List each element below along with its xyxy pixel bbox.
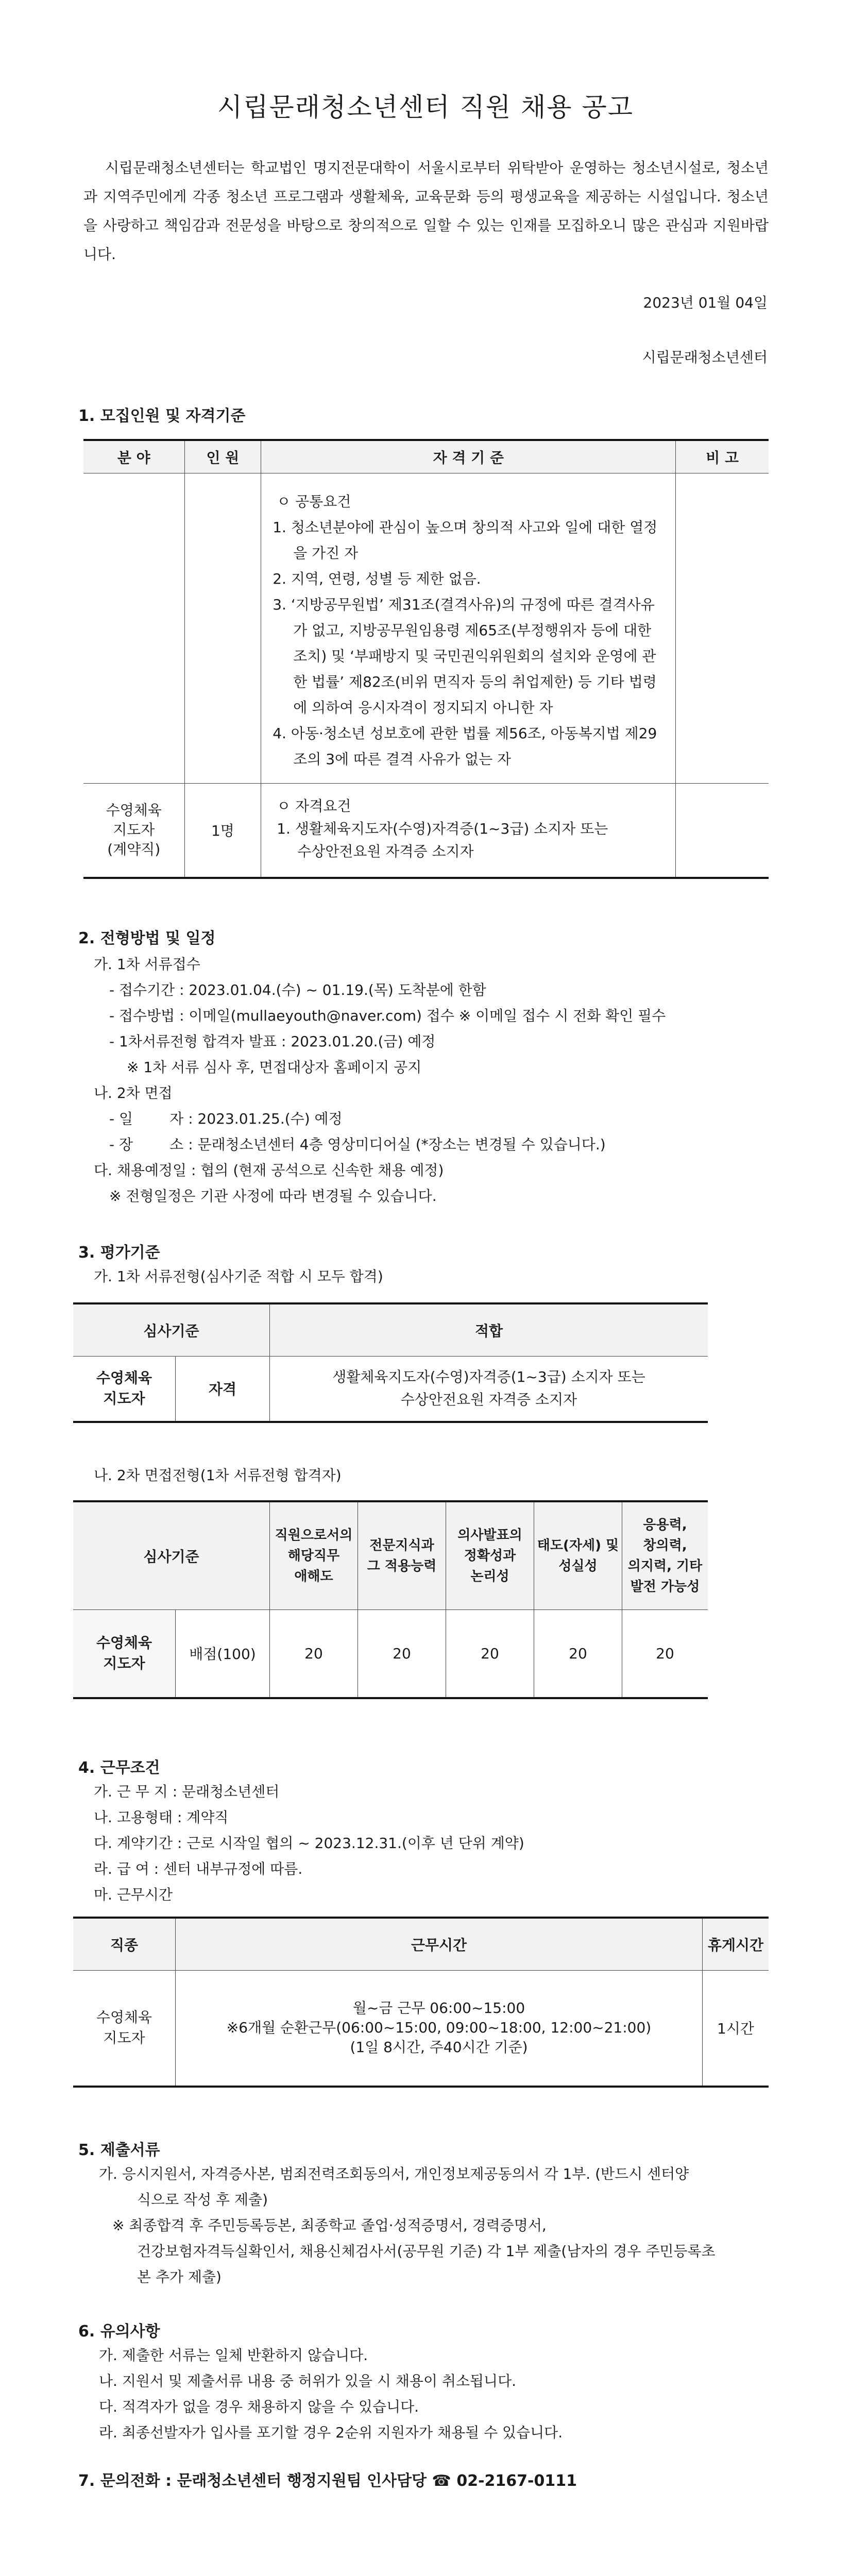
score-cell: 20 [622, 1609, 708, 1698]
work-hours-table: 직종 근무시간 휴게시간 수영체육 지도자 월~금 근무 06:00~15:00 ※6개월 순환근무(06:00~15:00, 09:00~18:00, 12:00~21:00) (1일 8시간, 주40시간 기준) 1시간 [73, 1917, 769, 2088]
issuing-organization: 시립문래청소년센터 [642, 349, 768, 366]
list-item: 2. 지역, 연령, 성별 등 제한 없음. [273, 570, 481, 587]
score-cell: 20 [446, 1609, 534, 1698]
section-5-heading: 5. 제출서류 [78, 2141, 160, 2159]
page-title: 시립문래청소년센터 직원 채용 공고 [217, 92, 634, 122]
col-field: 분 야 [83, 440, 184, 473]
list-item: 4. 아동·청소년 성보호에 관한 법률 제56조, 아동복지법 제29조의 3에 따른 결격 사유가 없는 자 [273, 724, 657, 768]
score-cell: 20 [270, 1609, 358, 1698]
common-requirements [261, 473, 676, 783]
recruitment-notice: 시립문래청소년센터 직원 채용 공고 시립문래청소년센터는 학교법인 명지전문대학이 서울시로부터 위탁받아 운영하는 청소년시설로, 청소년과 지역주민에게 각종 청소년 프로그램과 생활체육, 교육문화 등의 평생교육을 제공하는 시설입니다. 청소년을 사랑하고 책임감과 전문성을 바탕으로 창의적으로 일할 수 있는 인재를 모집하오니 많은 관심과 지원바랍니다. 2023년 01월 04일 시립문래청소년센터 1. 모집인원 및 자격기준 분 야 인 원 자 격 기 준 비 고 ㅇ 공통요건 1. 청소년분야에 관심이 높으며 창의적 사고와 일에 대한 열정을 가진 자 2. 지역, 연령, 성별 등 제한 없음. 3. ‘지방공무원법’ 제31조(결격사유)의 규정에 따른 결격사유가 없고, 지방공무원임용령 제65조(부정행위자 등에 대한 조치) 및 ‘부패방지 및 국민권익위원회의 설치와 운영에 관한 법률’ 제82조(비위 면직자 등의 취업제한) 등 기타 법령에 의하여 응시자격이 정지되지 아니한 자 4. 아동·청소년 성보호에 관한 법률 제56조, 아동복지법 제29조의 3에 따른 결격 사유가 없는 자 수영체육 지도자 (계약직) 1명 ㅇ 자격요건 1. 생활체육지도자(수영)자격증(1~3급) 소지자 또는 수상안전요원 자격증 소지자 2. 전형방법 및 일정 가. 1차 서류접수 - 접수기간 : 2023.01.04.(수) ~ 01.19.(목) 도착분에 한함 - 접수방법 : 이메일(mullaeyouth@naver.com) 접수 ※ 이메일 접수 시 전화 확인 필수 - 1차서류전형 합격자 발표 : 2023.01.20.(금) 예정 ※ 1차 서류 심사 후, 면접대상자 홈페이지 공지 나. 2차 면접 - 일 자 : 2023.01.25.(수) 예정 - 장 소 : 문래청소년센터 4층 영상미디어실 (*장소는 변경될 수 있습니다.) 다. 채용예정일 : 협의 (현재 공석으로 신속한 채용 예정) ※ 전형일정은 기관 사정에 따라 변경될 수 있습니다. 3. 평가기준 가. 1차 서류전형(심사기준 적합 시 모두 합격) 심사기준 적합 수영체육 지도자 자격 생활체육지도자(수영)자격증(1~3급) 소지자 또는 수상안전요원 자격증 소지자 나. 2차 면접전형(1차 서류전형 합격자) 심사기준 직원으로서의 해당직무 애해도 전문지식과 그 적용능력 의사발표의 정확성과 논리성 태도(자세) 및 성실성 응용력, 창의력, 의지력, 기타 발전 가능성 수영체육 지도자 배점(100) 20 20 20 20 20 4. 근무조건 가. 근 무 지 : 문래청소년센터 나. 고용형태 : 계약직 다. 계약기간 : 근로 시작일 협의 ~ 2023.12.31.(이후 년 단위 계약) 라. 급 여 : 센터 내부규정에 따름. 마. 근무시간 직종 근무시간 휴게시간 수영체육 지도자 월~금 근무 06:00~15:00 ※6개월 순환근무(06:00~15:00, 09:00~18:00, 12:00~21:00) (1일 8시간, 주40시간 기준) 1시간 5. 제출서류 가. 응시지원서, 자격증사본, 범죄전력조회동의서, 개인정보제공동의서 각 1부. (반드시 센터양 식으로 작성 후 제출) ※ 최종합격 후 주민등록등본, 최종학교 졸업·성적증명서, 경력증명서, 건강보험자격득실확인서, 채용신체검사서(공무원 기준) 각 1부 제출(남자의 경우 주민등록초 본 추가 제출) 6. 유의사항 가. 제출한 서류는 일체 반환하지 않습니다. 나. 지원서 및 제출서류 내용 중 허위가 있을 시 채용이 취소됩니다. 다. 적격자가 없을 경우 채용하지 않을 수 있습니다. 라. 최종선발자가 입사를 포기할 경우 2순위 지원자가 채용될 수 있습니다. 7. 문의전화 : 문래청소년센터 행정지원팀 인사담당 ☎ 02-2167-0111 [0, 0, 851, 2576]
score-cell: 20 [534, 1609, 622, 1698]
score-cell: 20 [358, 1609, 446, 1698]
qualification-cell: ㅇ 자격요건 1. 생활체육지도자(수영)자격증(1~3급) 소지자 또는 수상안전요원 자격증 소지자 [261, 783, 676, 878]
qualification-table [83, 439, 769, 879]
list-item: 1. 청소년분야에 관심이 높으며 창의적 사고와 일에 대한 열정을 가진 자 [273, 518, 658, 562]
common-list [273, 515, 665, 772]
interview-table: 심사기준 직원으로서의 해당직무 애해도 전문지식과 그 적용능력 의사발표의 정확성과 논리성 태도(자세) 및 성실성 응용력, 창의력, 의지력, 기타 발전 가능성 수영체육 지도자 배점(100) 20 20 20 20 20 [73, 1500, 708, 1699]
qual-title: ㅇ 자격요건 [277, 797, 351, 815]
count-cell: 1명 [184, 783, 261, 878]
col-note: 비 고 [676, 440, 769, 473]
section-1-heading: 1. 모집인원 및 자격기준 [78, 407, 246, 425]
col-criteria: 자 격 기 준 [261, 440, 676, 473]
list-item: 3. ‘지방공무원법’ 제31조(결격사유)의 규정에 따른 결격사유가 없고, 지방공무원임용령 제65조(부정행위자 등에 대한 조치) 및 ‘부패방지 및 국민권익위원회의 설치와 운영에 관한 법률’ 제82조(비위 면직자 등의 취업제한) 등 기타 법령에 의하여 응시자격이 정지되지 아니한 자 [273, 596, 657, 716]
section-7-heading: 7. 문의전화 : 문래청소년센터 행정지원팀 인사담당 ☎ 02-2167-0111 [78, 2472, 577, 2490]
col-count: 인 원 [184, 440, 261, 473]
section-6-heading: 6. 유의사항 [78, 2323, 160, 2341]
section-4-heading: 4. 근무조건 [78, 1759, 160, 1777]
field-cell: 수영체육 지도자 (계약직) [83, 783, 184, 878]
section-2-heading: 2. 전형방법 및 일정 [78, 929, 216, 947]
common-title: ㅇ 공통요건 [277, 493, 351, 510]
intro-paragraph: 시립문래청소년센터는 학교법인 명지전문대학이 서울시로부터 위탁받아 운영하는 청소년시설로, 청소년과 지역주민에게 각종 청소년 프로그램과 생활체육, 교육문화 등의 평생교육을 제공하는 시설입니다. 청소년을 사랑하고 책임감과 전문성을 바탕으로 창의적으로 일할 수 있는 인재를 모집하오니 많은 관심과 지원바랍니다. [83, 159, 769, 263]
document-screening-table: 심사기준 적합 수영체육 지도자 자격 생활체육지도자(수영)자격증(1~3급) 소지자 또는 수상안전요원 자격증 소지자 [73, 1302, 708, 1423]
section-3-heading: 3. 평가기준 [78, 1244, 160, 1262]
notice-date: 2023년 01월 04일 [643, 294, 768, 311]
